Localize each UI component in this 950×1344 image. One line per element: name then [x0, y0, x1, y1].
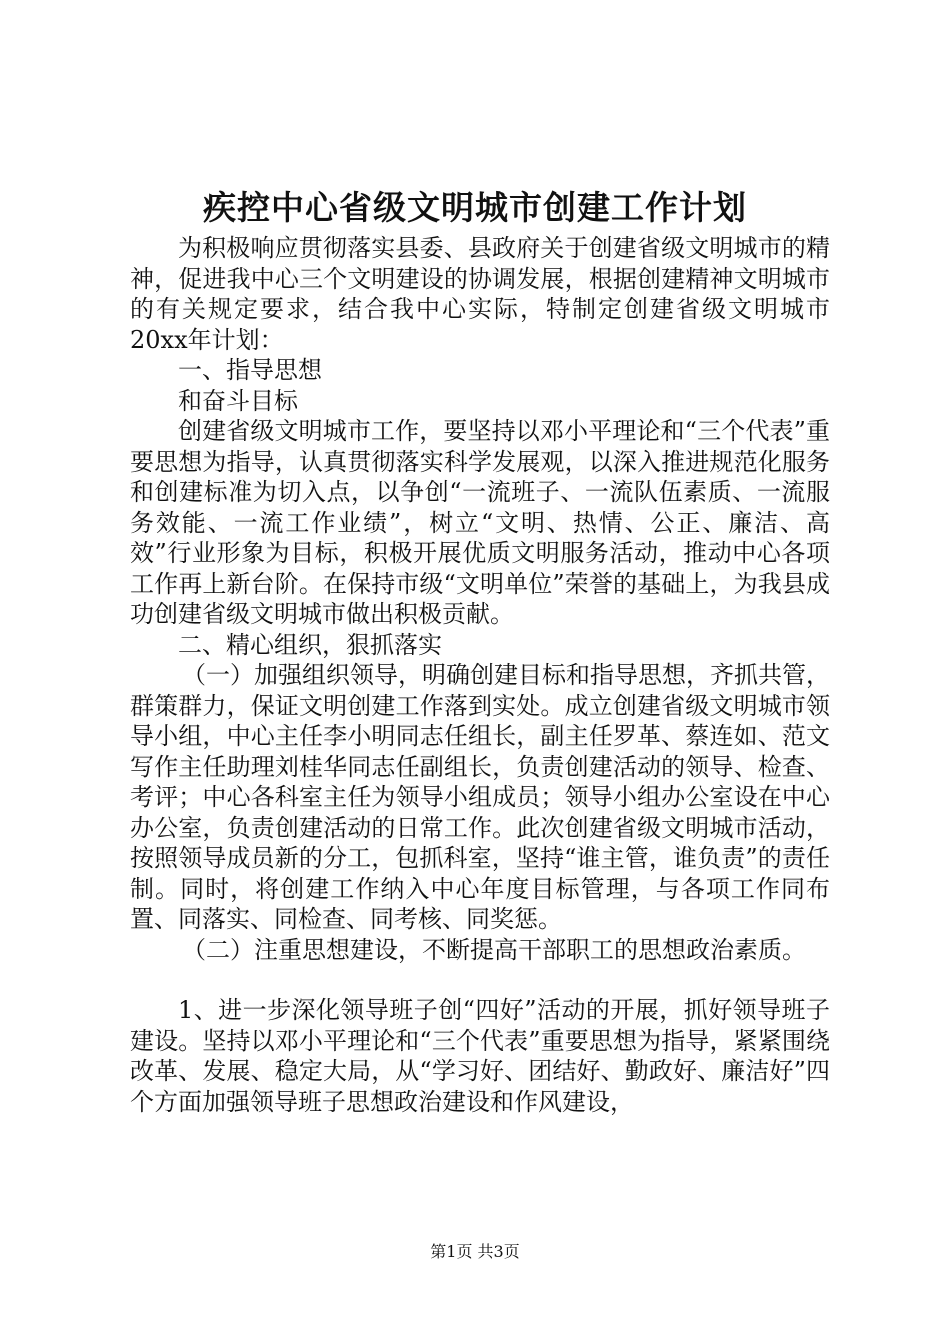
paragraph-intro: 为积极响应贯彻落实县委、县政府关于创建省级文明城市的精神，促进我中心三个文明建设的协调发展，根据创建精神文明城市的有关规定要求，结合我中心实际，特制定创建省级文明城市20xx年计划：: [130, 234, 830, 354]
document-title: 疾控中心省级文明城市创建工作计划: [203, 188, 747, 227]
heading-guiding-ideology: 一、指导思想: [178, 356, 322, 384]
paragraph-goals: 创建省级文明城市工作，要坚持以邓小平理论和“三个代表”重要思想为指导，认真贯彻落实科学发展观，以深入推进规范化服务和创建标准为切入点，以争创“一流班子、一流队伍素质、一流服务效能、一流工作业绩”，树立“文明、热情、公正、廉洁、高效”行业形象为目标，积极开展优质文明服务活动，推动中心各项工作再上新台阶。在保持市级“文明单位”荣誉的基础上，为我县成功创建省级文明城市做出积极贡献。: [130, 417, 830, 628]
heading-organization: 二、精心组织，狠抓落实: [178, 630, 442, 659]
paragraph-leadership-team: 1、进一步深化领导班子创“四好”活动的开展，抓好领导班子建设。坚持以邓小平理论和“三个代表”重要思想为指导，紧紧围绕改革、发展、稳定大局，从“学习好、团结好、勤政好、廉洁好”四个方面加强领导班子思想政治建设和作风建设，: [130, 996, 830, 1116]
paragraph-leadership: （一）加强组织领导，明确创建目标和指导思想，齐抓共管，群策群力，保证文明创建工作落到实处。成立创建省级文明城市领导小组，中心主任李小明同志任组长，副主任罗革、蔡连如、范文写作主任助理刘桂华同志任副组长，负责创建活动的领导、检查、考评；中心各科室主任为领导小组成员；领导小组办公室设在中心办公室，负责创建活动的日常工作。此次创建省级文明城市活动，按照领导成员新的分工，包抓科室，坚持“谁主管，谁负责”的责任制。同时，将创建工作纳入中心年度目标管理，与各项工作同布置、同落实、同检查、同考核、同奖惩。: [130, 661, 830, 933]
paragraph-ideology-building: （二）注重思想建设，不断提高干部职工的思想政治素质。: [182, 935, 806, 964]
document-body: [130, 233, 830, 1117]
paragraph-spacer: [130, 965, 830, 995]
page-footer: 第1页 共3页: [430, 1242, 520, 1261]
heading-goals: 和奋斗目标: [178, 386, 298, 415]
